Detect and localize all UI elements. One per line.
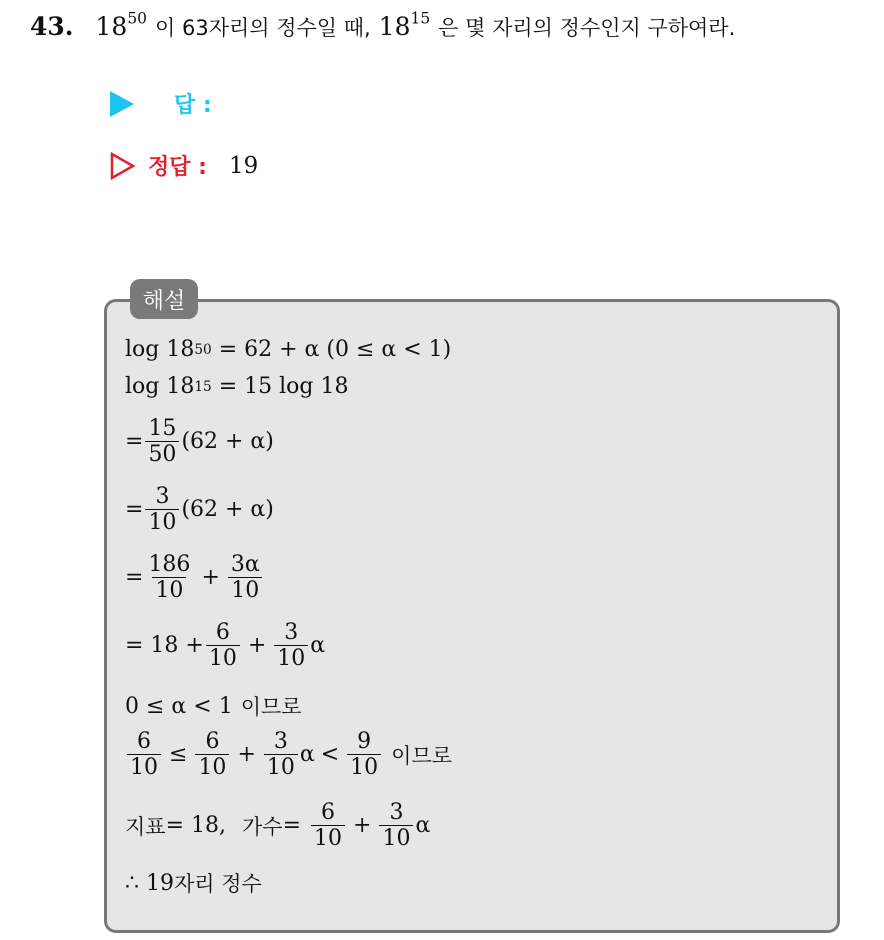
l9-plus: + xyxy=(353,813,372,839)
l2-log: log 18 xyxy=(125,374,195,399)
l8-fraction-1 xyxy=(127,729,161,781)
solution-line-9 xyxy=(125,800,430,852)
l8-korean: 이므로 xyxy=(391,743,453,768)
l6-plus: + xyxy=(247,633,267,659)
l6-fraction-2 xyxy=(274,620,308,672)
base-1: 18 xyxy=(95,12,128,41)
l9-den2: 10 xyxy=(379,825,413,851)
problem-number: 43. xyxy=(30,12,74,41)
l8-fraction-3 xyxy=(264,729,298,781)
l4-rest: (62 + α) xyxy=(181,497,274,523)
l8-num2: 6 xyxy=(205,729,220,754)
l8-den2: 10 xyxy=(195,754,229,780)
outline-triangle-icon xyxy=(110,152,136,180)
l6-fraction-1 xyxy=(206,620,240,672)
solution-line-2: log 18 15 = 15 log 18 xyxy=(125,374,349,399)
l8-lt: < xyxy=(320,742,340,768)
l9-mantissa: 가수 xyxy=(242,814,283,839)
l9-alpha: α xyxy=(415,813,431,839)
l5-num1: 186 xyxy=(148,552,191,577)
solution-line-6 xyxy=(125,620,325,672)
l8-le: ≤ xyxy=(169,742,188,768)
l6-alpha: α xyxy=(310,633,326,659)
l5-den2: 10 xyxy=(228,577,262,603)
correct-answer-row xyxy=(110,150,258,181)
l1-log: log 18 xyxy=(125,337,195,362)
l3-rest: (62 + α) xyxy=(181,429,274,455)
base-2: 18 xyxy=(378,12,411,41)
l6-pre: = 18 + xyxy=(125,633,204,659)
l6-num1: 6 xyxy=(215,620,230,645)
correct-answer-label: 정답 : xyxy=(148,155,207,180)
play-triangle-icon xyxy=(110,91,134,117)
l2-rest: = 15 log 18 xyxy=(211,374,349,399)
problem-text-1: 이 63자리의 정수일 때, xyxy=(155,16,371,40)
l5-fraction-1 xyxy=(145,552,193,604)
correct-answer-value: 19 xyxy=(228,152,259,179)
l8-num3: 3 xyxy=(273,729,288,754)
l8-num4: 9 xyxy=(357,729,372,754)
solution-line-8 xyxy=(125,729,452,781)
solution-line-3 xyxy=(125,416,274,468)
problem-statement xyxy=(30,9,736,42)
exponent-2: 15 xyxy=(410,9,431,28)
solution-line-4 xyxy=(125,484,274,536)
l8-fraction-4 xyxy=(347,729,381,781)
problem-text-2: 은 몇 자리의 정수인지 구하여라. xyxy=(438,16,736,40)
l10-korean: 자리 정수 xyxy=(173,872,262,896)
l6-num2: 3 xyxy=(284,620,299,645)
l7-math: 0 ≤ α < 1 xyxy=(125,693,233,719)
l9-num1: 6 xyxy=(321,800,336,825)
l8-den1: 10 xyxy=(127,754,161,780)
l5-fraction-2 xyxy=(228,552,263,604)
l8-den4: 10 xyxy=(347,754,381,780)
l3-fraction xyxy=(145,416,179,468)
solution-line-1: log 18 50 = 62 + α (0 ≤ α < 1) xyxy=(125,337,452,362)
l8-plus: + xyxy=(237,742,256,768)
l7-korean: 이므로 xyxy=(240,695,302,719)
l8-num1: 6 xyxy=(137,729,151,754)
l5-den1: 10 xyxy=(152,577,186,603)
solution-title: 해설 xyxy=(130,279,198,319)
l5-eq: = xyxy=(125,565,144,591)
l9-fraction-2 xyxy=(379,800,413,852)
l1-rest: = 62 + α (0 ≤ α < 1) xyxy=(211,337,452,362)
solution-line-5 xyxy=(125,552,265,604)
l3-den: 50 xyxy=(145,441,179,467)
l9-den1: 10 xyxy=(311,825,345,851)
l8-den3: 10 xyxy=(264,754,298,780)
l9-num2: 3 xyxy=(389,800,404,825)
l5-num2: 3α xyxy=(230,552,260,577)
answer-label: 답 : xyxy=(174,93,212,118)
l10-therefore: ∴ 19 xyxy=(125,870,174,896)
l8-fraction-2 xyxy=(195,729,229,781)
solution-line-10 xyxy=(125,868,262,898)
l5-plus: + xyxy=(201,565,220,591)
l4-den: 10 xyxy=(145,509,179,535)
l9-characteristic: 지표 xyxy=(125,814,166,839)
l8-alpha: α xyxy=(299,742,315,768)
l4-num: 3 xyxy=(155,484,170,509)
l3-eq: = xyxy=(125,429,144,455)
l3-num: 15 xyxy=(148,416,177,441)
answer-row xyxy=(110,88,212,119)
l9-eq1: = 18, xyxy=(165,813,226,839)
l4-eq: = xyxy=(125,497,144,523)
exponent-1: 50 xyxy=(127,9,148,28)
l9-fraction-1 xyxy=(311,800,345,852)
l9-eq2: = xyxy=(282,813,302,839)
l6-den1: 10 xyxy=(206,645,240,671)
l6-den2: 10 xyxy=(274,645,308,671)
solution-line-7 xyxy=(125,691,302,721)
l4-fraction xyxy=(145,484,179,536)
